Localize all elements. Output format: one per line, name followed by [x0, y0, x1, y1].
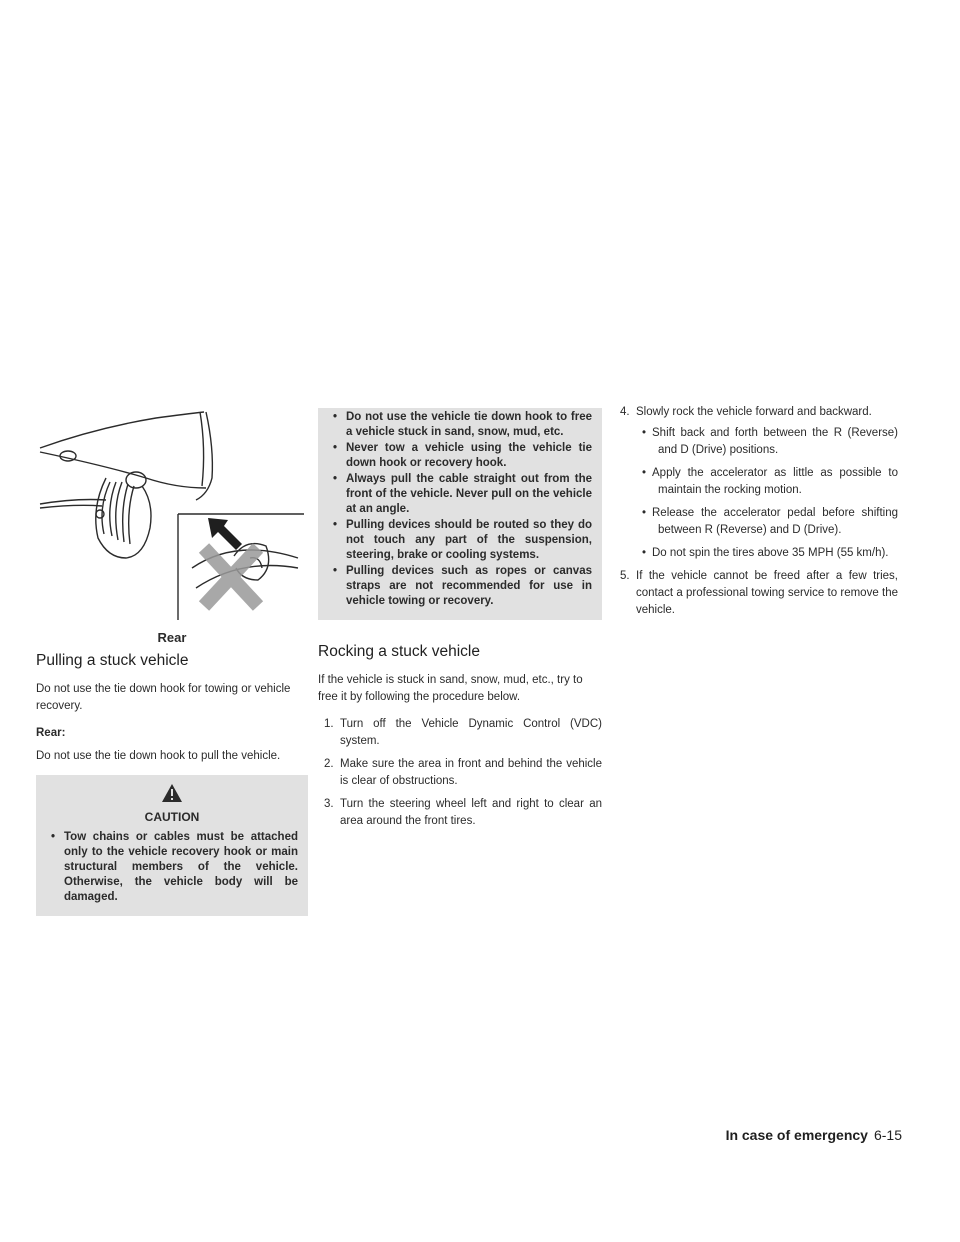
rear-label: Rear:	[36, 726, 66, 739]
sub-item: • Shift back and forth between the R (Reverse) and D (Drive) positions.	[636, 425, 898, 459]
step-number: 2.	[324, 757, 334, 770]
caution-item: • Always pull the cable straight out from the front of the vehicle. Never pull on the vehicle at an angle.	[328, 472, 592, 517]
rocking-continued	[614, 404, 898, 625]
rear-text: Do not use the tie down hook to pull the vehicle.	[36, 749, 281, 762]
rocking-steps-continued	[614, 404, 898, 619]
tow-hook-figure	[36, 408, 308, 644]
rocking-intro: If the vehicle is stuck in sand, snow, mud, etc., try to free it by following the procedure below.	[318, 673, 583, 703]
step-item	[614, 404, 898, 562]
sub-item: • Apply the accelerator as little as possible to maintain the rocking motion.	[636, 465, 898, 499]
step-item	[318, 756, 602, 790]
caution-item: • Do not use the vehicle tie down hook to free a vehicle stuck in sand, snow, mud, etc.	[328, 410, 592, 440]
rocking-section	[318, 643, 602, 836]
caution-item: • Pulling devices should be routed so they do not touch any part of the suspension, steering, brake or cooling systems.	[328, 518, 592, 563]
step4-sublist	[636, 425, 898, 562]
rocking-title: Rocking a stuck vehicle	[318, 643, 480, 660]
caution-item: • Tow chains or cables must be attached only to the vehicle recovery hook or main structural members of the vehicle. Otherwise, the vehicle body will be damaged.	[46, 830, 298, 905]
step-number: 1.	[324, 717, 334, 730]
caution-header	[46, 783, 298, 824]
step-number: 3.	[324, 797, 334, 810]
step-text: Turn off the Vehicle Dynamic Control (VDC) system.	[340, 717, 602, 747]
tow-hook-crossed-illustration	[36, 408, 308, 628]
caution-continued-box	[318, 408, 602, 620]
step-text: Make sure the area in front and behind the vehicle is clear of obstructions.	[340, 757, 602, 787]
footer-section: In case of emergency	[725, 1127, 868, 1143]
step-item	[318, 796, 602, 830]
caution-continued-list	[328, 410, 592, 609]
caution-list	[46, 830, 298, 905]
step-text: Slowly rock the vehicle forward and backward.	[636, 406, 872, 418]
caution-title: CAUTION	[144, 809, 200, 824]
step-item	[318, 716, 602, 750]
sub-item: • Do not spin the tires above 35 MPH (55 km/h).	[636, 545, 898, 562]
caution-box	[36, 775, 308, 916]
step-number: 5.	[620, 570, 630, 582]
step-number: 4.	[620, 406, 630, 418]
step-text: If the vehicle cannot be freed after a few tries, contact a professional towing service to remove the vehicle.	[636, 570, 898, 616]
step-item	[614, 568, 898, 619]
warning-icon	[161, 783, 183, 803]
pulling-section	[36, 652, 308, 916]
figure-caption: Rear	[157, 630, 187, 645]
rocking-steps	[318, 716, 602, 830]
sub-item: • Release the accelerator pedal before shifting between R (Reverse) and D (Drive).	[636, 505, 898, 539]
caution-item: • Pulling devices such as ropes or canvas straps are not recommended for use in vehicle towing or recovery.	[328, 564, 592, 609]
caution-item: • Never tow a vehicle using the vehicle tie down hook or recovery hook.	[328, 441, 592, 471]
pulling-title: Pulling a stuck vehicle	[36, 652, 189, 669]
page-footer	[726, 1127, 902, 1143]
page-number: 6-15	[873, 1127, 902, 1143]
pulling-intro: Do not use the tie down hook for towing or vehicle recovery.	[36, 682, 291, 712]
step-text: Turn the steering wheel left and right to clear an area around the front tires.	[340, 797, 602, 827]
